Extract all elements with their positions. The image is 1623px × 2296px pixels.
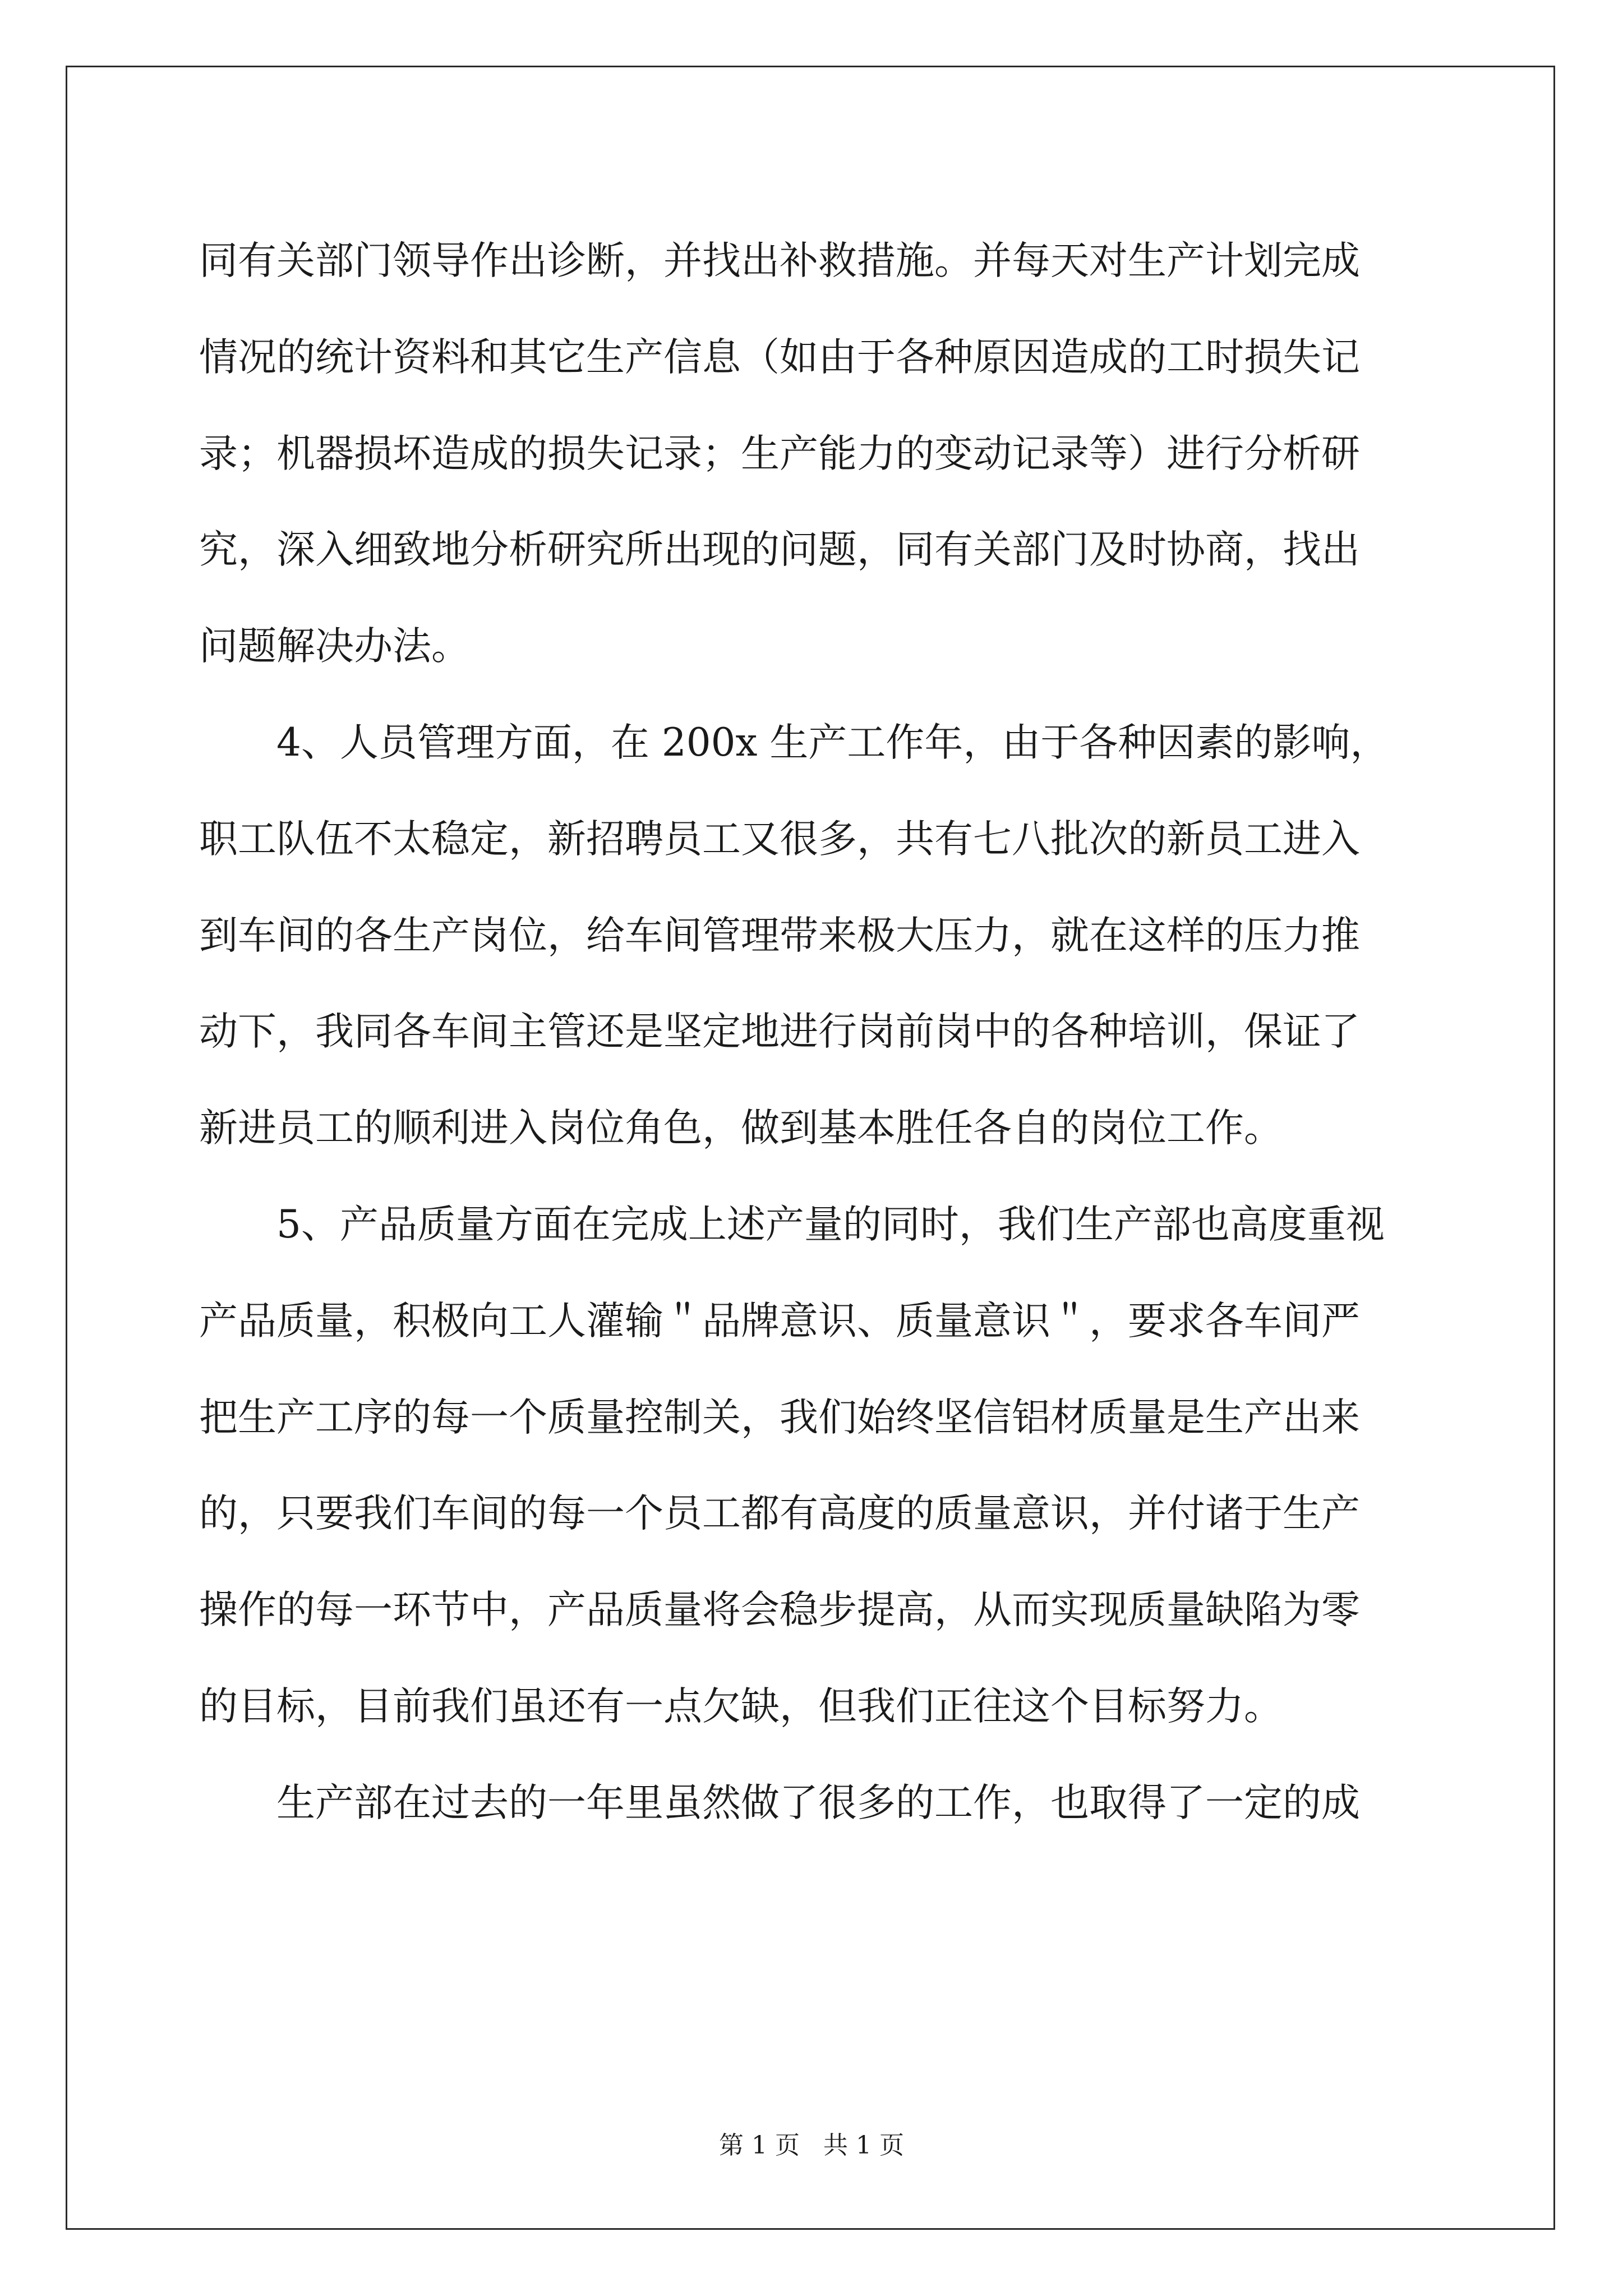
text-line: 产品质量，积极向工人灌输＂品牌意识、质量意识＂，要求各车间严 [199,1298,1360,1343]
text-line: 到车间的各生产岗位，给车间管理带来极大压力，就在这样的压力推 [199,913,1360,958]
text-line: 动下，我同各车间主管还是坚定地进行岗前岗中的各种培训，保证了 [199,1009,1360,1055]
text-line: 职工队伍不太稳定，新招聘员工又很多，共有七八批次的新员工进入 [199,816,1360,862]
text-line: 生产部在过去的一年里虽然做了很多的工作，也取得了一定的成 [276,1780,1360,1825]
text-line: 操作的每一环节中，产品质量将会稳步提高，从而实现质量缺陷为零 [199,1588,1360,1633]
text-line: 的目标，目前我们虽还有一点欠缺，但我们正往这个目标努力。 [199,1683,1283,1729]
text-line: 的，只要我们车间的每一个员工都有高度的质量意识，并付诸于生产 [199,1491,1360,1536]
page-number-footer: 第 1 页 共 1 页 [719,2131,904,2160]
text-line: 把生产工序的每一个质量控制关，我们始终坚信铝材质量是生产出来 [199,1395,1360,1440]
text-line: 录；机器损坏造成的损失记录；生产能力的变动记录等）进行分析研 [199,431,1360,476]
document-body [199,213,1422,1852]
text-line: 新进员工的顺利进入岗位角色，做到基本胜任各自的岗位工作。 [199,1106,1283,1151]
text-line: 同有关部门领导作出诊断，并找出补救措施。并每天对生产计划完成 [199,238,1360,283]
text-line: 问题解决办法。 [199,624,470,669]
text-line: 4、人员管理方面，在 200x 生产工作年，由于各种因素的影响， [276,720,1389,765]
text-line: 5、产品质量方面在完成上述产量的同时，我们生产部也高度重视 [276,1202,1385,1247]
text-line: 究，深入细致地分析研究所出现的问题，同有关部门及时协商，找出 [199,527,1360,573]
text-line: 情况的统计资料和其它生产信息（如由于各种原因造成的工时损失记 [199,334,1360,380]
